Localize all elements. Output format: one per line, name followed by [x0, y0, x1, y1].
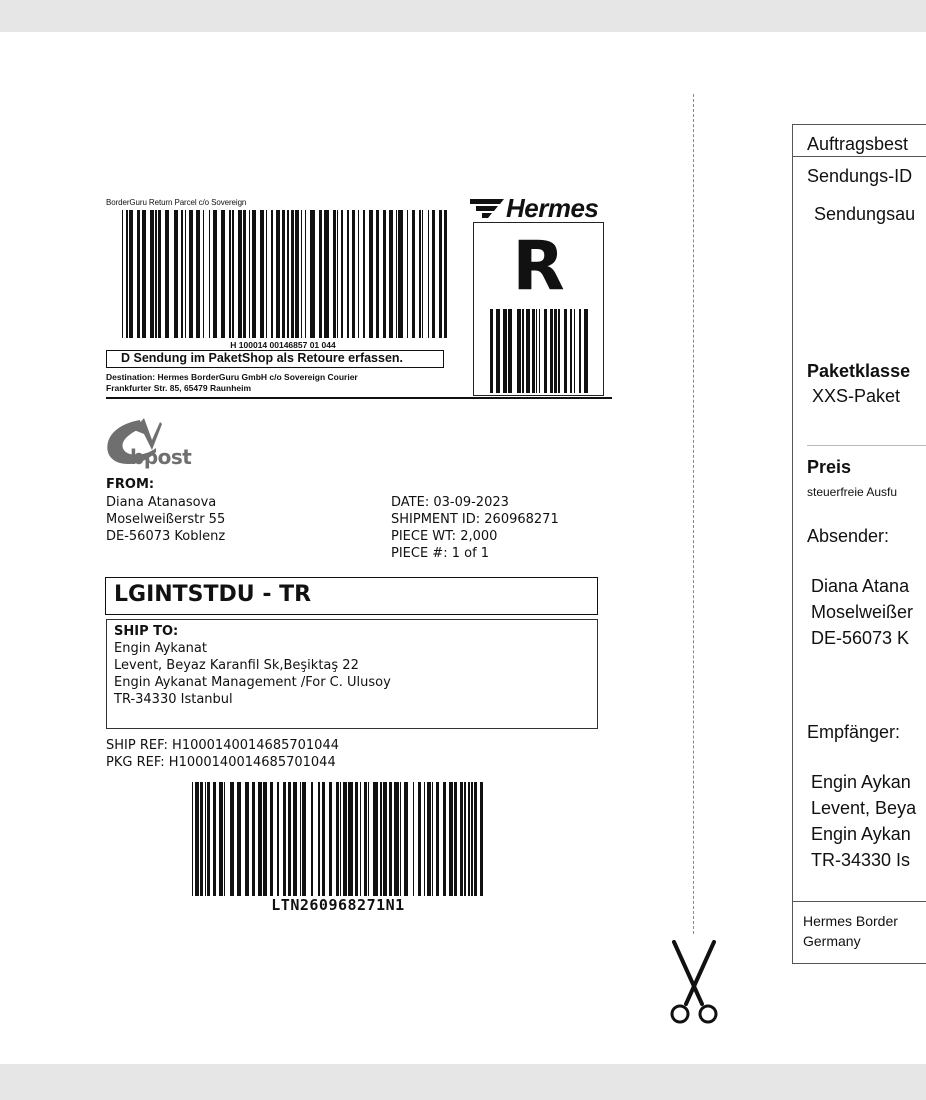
cut-line [693, 94, 694, 934]
package-class-label: Paketklasse [807, 361, 911, 381]
from-line: Moselweißerstr 55 [106, 512, 226, 527]
recipient-address [811, 769, 916, 873]
hermes-instruction: D Sendung im PaketShop als Retoure erfassen. [106, 350, 444, 368]
price-label: Preis [807, 457, 852, 477]
ship-to-line: TR-34330 Istanbul [114, 692, 233, 707]
route-letter: R [512, 227, 565, 306]
package-class-value: XXS-Paket [812, 386, 901, 406]
bpost-logo-text: bpost [130, 445, 192, 469]
price-note: steuerfreie Ausfu [807, 485, 898, 499]
ship-to-line: Levent, Beyaz Karanfil Sk,Beşiktaş 22 [114, 658, 359, 673]
hermes-destination-line: Frankfurter Str. 85, 65479 Raunheim [106, 383, 252, 393]
piece-weight-field: PIECE WT: 2,000 [391, 529, 498, 544]
bpost-barcode [192, 782, 484, 896]
ship-to-box [106, 619, 598, 729]
ship-to-line: Engin Aykanat Management /For C. Ulusoy [114, 675, 391, 690]
sender-label: Absender: [807, 526, 890, 546]
slip-footer-divider [793, 901, 926, 902]
recipient-line: Levent, Beya [811, 798, 917, 818]
hermes-destination-line: Destination: Hermes BorderGuru GmbH c/o Sovereign Courier [106, 372, 358, 382]
from-line: Diana Atanasova [106, 495, 217, 510]
recipient-line: TR-34330 Is [811, 850, 911, 870]
shipment-id-field: SHIPMENT ID: 260968271 [391, 512, 559, 527]
from-address [106, 494, 225, 545]
references [106, 737, 339, 771]
hermes-barcode [122, 210, 452, 338]
route-barcode [490, 309, 588, 393]
ship-ref: SHIP REF: H1000140014685701044 [106, 738, 339, 753]
label-sheet [0, 32, 926, 1064]
hermes-logo-text: Hermes [506, 192, 599, 223]
date-field: DATE: 03-09-2023 [391, 495, 509, 510]
sender-line: Moselweißer [811, 602, 914, 622]
route-box [473, 222, 604, 396]
slip-footer-line: Hermes Border [803, 913, 898, 929]
shipment-id-label: Sendungs-ID [807, 166, 913, 186]
slip-footer [803, 911, 898, 951]
ship-to-label: SHIP TO: [114, 624, 179, 639]
pkg-ref: PKG REF: H1000140014685701044 [106, 755, 336, 770]
ship-to-line: Engin Aykanat [114, 641, 207, 656]
hermes-divider [106, 397, 612, 399]
bpost-barcode-text: LTN260968271N1 [271, 896, 405, 914]
hermes-logo [470, 193, 606, 223]
hermes-header: BorderGuru Return Parcel c/o Sovereign [106, 198, 247, 207]
sender-line: DE-56073 K [811, 628, 910, 648]
recipient-line: Engin Aykan [811, 772, 911, 792]
hermes-destination [106, 372, 358, 394]
slip-footer-line: Germany [803, 933, 861, 949]
order-status-header: Auftragsbest [793, 125, 926, 157]
hermes-arrow-icon [470, 197, 506, 219]
product-code: LGINTSTDU - TR [105, 577, 598, 615]
hermes-tracking-code: H 100014 00146857 01 044 [230, 340, 336, 350]
scissors-icon [666, 940, 722, 1026]
shipment-meta [391, 494, 559, 562]
barcode-bar [447, 210, 450, 338]
shipment-row-label: Sendungsau [814, 204, 916, 224]
recipient-line: Engin Aykan [811, 824, 911, 844]
from-label: FROM: [106, 477, 155, 492]
barcode-bar [584, 309, 588, 393]
from-line: DE-56073 Koblenz [106, 529, 226, 544]
slip-divider [807, 445, 926, 446]
barcode-bar [480, 782, 484, 896]
recipient-label: Empfänger: [807, 722, 901, 742]
piece-number-field: PIECE #: 1 of 1 [391, 546, 490, 561]
sender-line: Diana Atana [811, 576, 910, 596]
sender-address [811, 573, 913, 651]
order-slip [792, 124, 926, 964]
